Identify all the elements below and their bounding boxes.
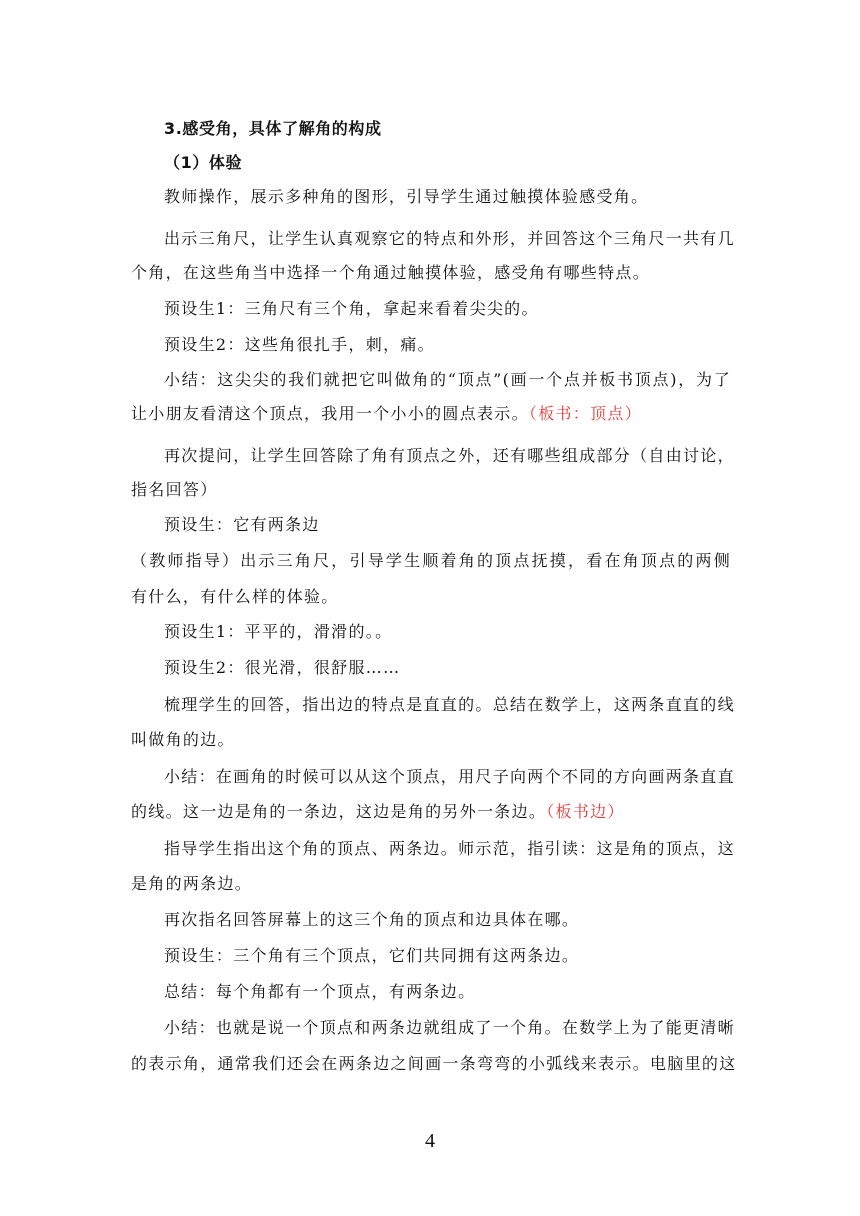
paragraph-line: 指导学生指出这个角的顶点、两条边。师示范，指引读：这是角的顶点，这 bbox=[164, 839, 735, 858]
paragraph-line: 预设生2：这些角很扎手，刺，痛。 bbox=[164, 335, 435, 354]
paragraph-line: （教师指导）出示三角尺，引导学生顺着角的顶点抚摸，看在角顶点的两侧 bbox=[131, 551, 731, 570]
paragraph-line: 预设生1：平平的，滑滑的。。 bbox=[164, 622, 393, 641]
paragraph-line: 是角的两条边。 bbox=[131, 874, 253, 893]
page-number: 4 bbox=[425, 1130, 435, 1152]
paragraph-line: 再次提问，让学生回答除了角有顶点之外，还有哪些组成部分（自由讨论， bbox=[164, 446, 735, 465]
subsection-title: （1）体验 bbox=[164, 153, 243, 172]
paragraph-line: 预设生1：三角尺有三个角，拿起来看着尖尖的。 bbox=[164, 299, 539, 318]
paragraph-line: 再次指名回答屏幕上的这三个角的顶点和边具体在哪。 bbox=[164, 910, 580, 929]
paragraph-line: 预设生2：很光滑，很舒服…… bbox=[164, 658, 401, 677]
paragraph-line: 个角，在这些角当中选择一个角通过触摸体验，感受角有哪些特点。 bbox=[131, 263, 651, 282]
paragraph-line: 教师操作，展示多种角的图形，引导学生通过触摸体验感受角。 bbox=[164, 187, 649, 206]
paragraph-line: 预设生：三个角有三个顶点，它们共同拥有这两条边。 bbox=[164, 946, 580, 965]
paragraph-line bbox=[131, 801, 731, 823]
paragraph-text: 的线。这一边是角的一条边，这边是角的另外一条边。 bbox=[131, 802, 547, 821]
paragraph-line: 预设生：它有两条边 bbox=[164, 515, 320, 534]
section-title: 3.感受角，具体了解角的构成 bbox=[164, 119, 382, 138]
paragraph-line: 总结：每个角都有一个顶点，有两条边。 bbox=[164, 982, 476, 1001]
board-note-vertex: （板书：顶点） bbox=[528, 404, 643, 423]
paragraph-line: 有什么，有什么样的体验。 bbox=[131, 587, 339, 606]
paragraph-line: 梳理学生的回答，指出边的特点是直直的。总结在数学上，这两条直直的线 bbox=[164, 695, 735, 714]
paragraph-line: 指名回答） bbox=[131, 480, 218, 499]
paragraph-line bbox=[131, 403, 731, 425]
paragraph-line: 小结：也就是说一个顶点和两条边就组成了一个角。在数学上为了能更清晰 bbox=[164, 1018, 735, 1037]
paragraph-line: 小结：这尖尖的我们就把它叫做角的“顶点”(画一个点并板书顶点)，为了 bbox=[164, 370, 731, 389]
paragraph-line: 叫做角的边。 bbox=[131, 730, 235, 749]
paragraph-text: 让小朋友看清这个顶点，我用一个小小的圆点表示。 bbox=[131, 404, 529, 423]
paragraph-line: 出示三角尺，让学生认真观察它的特点和外形，并回答这个三角尺一共有几 bbox=[164, 229, 735, 248]
paragraph-line: 的表示角，通常我们还会在两条边之间画一条弯弯的小弧线来表示。电脑里的这 bbox=[131, 1054, 737, 1073]
paragraph-line: 小结：在画角的时候可以从这个顶点，用尺子向两个不同的方向画两条直直 bbox=[164, 767, 735, 786]
board-note-side: （板书边） bbox=[546, 802, 625, 821]
